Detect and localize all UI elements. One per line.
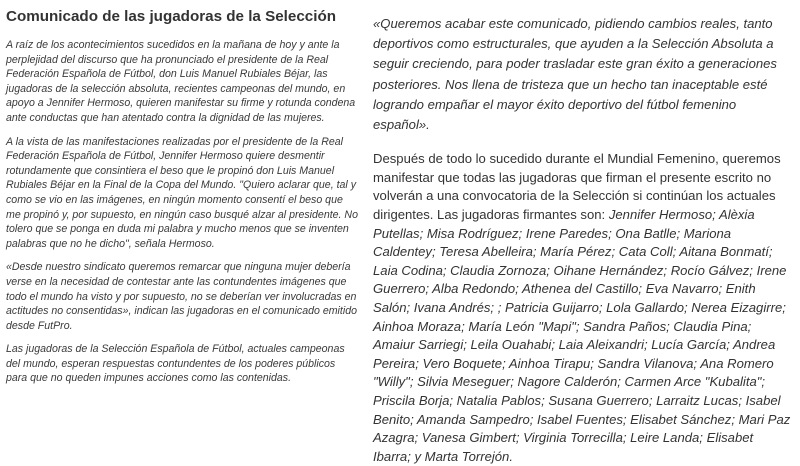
signing-players-list: Jennifer Hermoso; Alèxia Putellas; Misa Rodríguez; Irene Paredes; Ona Batlle; Mariona Caldentey; Teresa Abelleira; María Pérez; Cata Coll; Aitana Bonmatí; Laia Codina; Claudia Zornoza; Oihane Hernández; Rocío Gálvez; Irene Guerrero; Alba Redondo; Athenea del Castillo; Eva Navarro; Enith Salón; Ivana Andrés; ; Patricia Guijarro; Lola Gallardo; Nerea Eizagirre; Ainhoa Moraza; María León "Mapi"; Sandra Paños; Claudia Pina; Amaiur Sarriegi; Leila Ouahabi; Laia Aleixandri; Lucía García; Andrea Pereira; Vero Boquete; Ainhoa Tirapu; Sandra Vilanova; Ana Romero "Willy"; Silvia Meseguer; Nagore Calderón; Carmen Arce "Kubalita"; Priscila Borja; Natalia Pablos; Susana Guerrero; Larraitz Lucas; Isabel Benito; Amanda Sampedro; Isabel Fuentes; Elisabet Sánchez; Mari Paz Azagra; Vanesa Gimbert; Virginia Torrecilla; Leire Landa; Elisabet Ibarra; y Marta Torrejón. bbox=[373, 207, 791, 464]
players-statement bbox=[373, 150, 793, 466]
left-column bbox=[6, 8, 358, 395]
article-title: Comunicado de las jugadoras de la Selección bbox=[6, 8, 337, 25]
paragraph-hermoso-statement: A la vista de las manifestaciones realizadas por el presidente de la Real Federación Española de Fútbol, Jennifer Hermoso quiere desmentir rotundamente que consintiera el beso que le propinó don Luis Manuel Rubiales Béjar en la Final de la Copa del Mundo. "Quiero aclarar que, tal y como se vio en las imágenes, en ningún momento consentí el beso que me propinó y, por supuesto, en ningún caso busqué alzar al presidente. No tolero que se ponga en duda mi palabra y mucho menos que se inventen palabras que no he dicho", señala Hermoso. bbox=[6, 135, 358, 250]
paragraph-intro: A raíz de los acontecimientos sucedidos en la mañana de hoy y ante la perplejidad del discurso que ha pronunciado el presidente de la Real Federación Española de Fútbol, don Luis Manuel Rubiales Béjar, las jugadoras de la selección absoluta, recientes campeonas del mundo, en apoyo a Jennifer Hermoso, quieren manifestar su firme y rotunda condena ante conductas que han atentado contra la dignidad de las mujeres. bbox=[6, 39, 356, 124]
closing-quote: «Queremos acabar este comunicado, pidiendo cambios reales, tanto deportivos como estructurales, que ayuden a la Selección Absoluta a seguir creciendo, para poder trasladar este gran éxito a generaciones posteriores. Nos llena de tristeza que un hecho tan inaceptable esté logrando empañar el mayor éxito deportivo del fútbol femenino español». bbox=[373, 16, 777, 133]
paragraph-closing: Las jugadoras de la Selección Española de Fútbol, actuales campeonas del mundo, esperan respuestas contundentes de los poderes públicos para que no queden impunes acciones como las contenidas. bbox=[6, 343, 345, 385]
paragraph-futpro-quote: «Desde nuestro sindicato queremos remarcar que ninguna mujer debería verse en la necesidad de contestar ante las contundentes imágenes que todo el mundo ha visto y por supuesto, no se deberían ver involucradas en actitudes no consentidas», indican las jugadoras en el comunicado emitido desde FutPro. bbox=[6, 261, 357, 332]
players-statement-intro: Después de todo lo sucedido durante el Mundial Femenino, queremos manifestar que todas las jugadoras que firman el presente escrito no volverán a una convocatoria de la Selección si continúan los actuales dirigentes. Las jugadoras firmantes son: bbox=[373, 151, 781, 222]
right-column bbox=[373, 14, 793, 466]
